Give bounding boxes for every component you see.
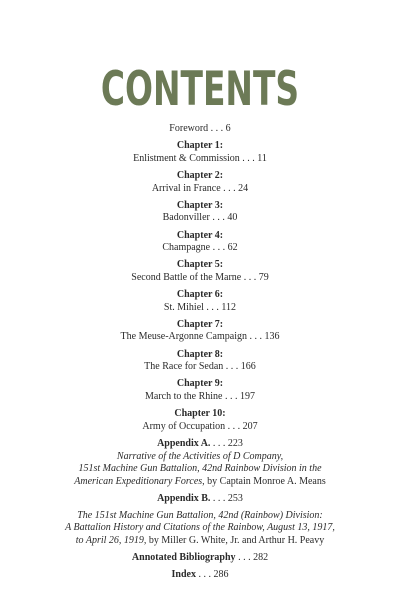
chapter-label: Chapter 8: [176, 348, 224, 360]
chapter-title-line: Enlistment & Commission . . . 11 [133, 152, 267, 164]
appendix-b-desc-line-3 [0, 535, 400, 548]
toc-entry-chapter-10 [0, 408, 400, 433]
toc-entry-chapter-5 [0, 259, 400, 284]
toc-entry-index [0, 569, 400, 582]
appendix-b-page: . . . 253 [210, 492, 243, 504]
bibliography-label: Annotated Bibliography [131, 551, 236, 563]
chapter-label: Chapter 9: [176, 378, 224, 390]
chapter-title-line: Arrival in France . . . 24 [151, 182, 249, 194]
chapter-label: Chapter 10: [174, 408, 226, 420]
appendix-a-desc-line-1: Narrative of the Activities of D Company, [116, 450, 284, 462]
chapter-label: Chapter 6: [176, 289, 224, 301]
appendix-b-desc-author: by Miller G. White, Jr. and Arthur H. Peavy [146, 534, 325, 546]
appendix-b-label: Appendix B. [157, 492, 211, 504]
toc-entry-appendix-a [0, 438, 400, 488]
appendix-b-desc-line-2: A Battalion History and Citations of the Rainbow, August 13, 1917, [65, 522, 335, 534]
appendix-a-label: Appendix A. [157, 438, 211, 449]
chapter-title-line: Champagne . . . 62 [162, 242, 238, 254]
chapter-label: Chapter 1: [176, 140, 224, 152]
foreword-line: Foreword . . . 6 [169, 123, 231, 134]
appendix-a-desc-italic: American Expeditionary Forces, [74, 475, 205, 487]
chapter-title-line: Army of Occupation . . . 207 [142, 420, 258, 432]
chapter-label: Chapter 3: [176, 199, 224, 211]
table-of-contents [0, 123, 400, 582]
appendix-a-desc-line-3 [0, 476, 400, 489]
chapter-label: Chapter 7: [176, 318, 224, 330]
appendix-b-heading [0, 493, 400, 506]
toc-entry-chapter-2 [0, 170, 400, 195]
bibliography-page: . . . 282 [235, 551, 269, 563]
chapter-title-line: Badonviller . . . 40 [162, 212, 238, 224]
toc-entry-chapter-6 [0, 289, 400, 314]
page-title: CONTENTS [100, 62, 300, 117]
toc-entry-chapter-1 [0, 140, 400, 165]
appendix-b-desc-italic: to April 26, 1919, [75, 534, 147, 546]
toc-entry-chapter-9 [0, 378, 400, 403]
toc-entry-bibliography [0, 552, 400, 565]
chapter-title-line: Second Battle of the Marne . . . 79 [131, 271, 269, 283]
index-page: . . . 286 [195, 569, 229, 581]
bibliography-line [0, 552, 400, 565]
appendix-a-desc-line-2: 151st Machine Gun Battalion, 42nd Rainbow Division in the [78, 463, 322, 475]
appendix-a-heading [0, 438, 400, 451]
toc-entry-foreword [0, 123, 400, 136]
appendix-a-desc-author: by Captain Monroe A. Means [204, 475, 326, 487]
toc-entry-appendix-b [0, 493, 400, 547]
index-line [0, 569, 400, 582]
toc-entry-chapter-4 [0, 230, 400, 255]
chapter-label: Chapter 4: [176, 229, 224, 241]
toc-entry-chapter-7 [0, 319, 400, 344]
chapter-title-line: The Race for Sedan . . . 166 [144, 361, 256, 373]
toc-entry-chapter-3 [0, 200, 400, 225]
appendix-b-desc-line-1: The 151st Machine Gun Battalion, 42nd (Rainbow) Division: [77, 509, 323, 521]
index-label: Index [171, 569, 196, 581]
appendix-a-page: . . . 223 [210, 438, 243, 449]
chapter-title-line: The Meuse-Argonne Campaign . . . 136 [120, 331, 280, 343]
chapter-label: Chapter 2: [176, 169, 224, 181]
chapter-label: Chapter 5: [176, 259, 224, 271]
chapter-title-line: March to the Rhine . . . 197 [145, 391, 255, 403]
chapter-title-line: St. Mihiel . . . 112 [163, 301, 237, 313]
toc-entry-chapter-8 [0, 349, 400, 374]
